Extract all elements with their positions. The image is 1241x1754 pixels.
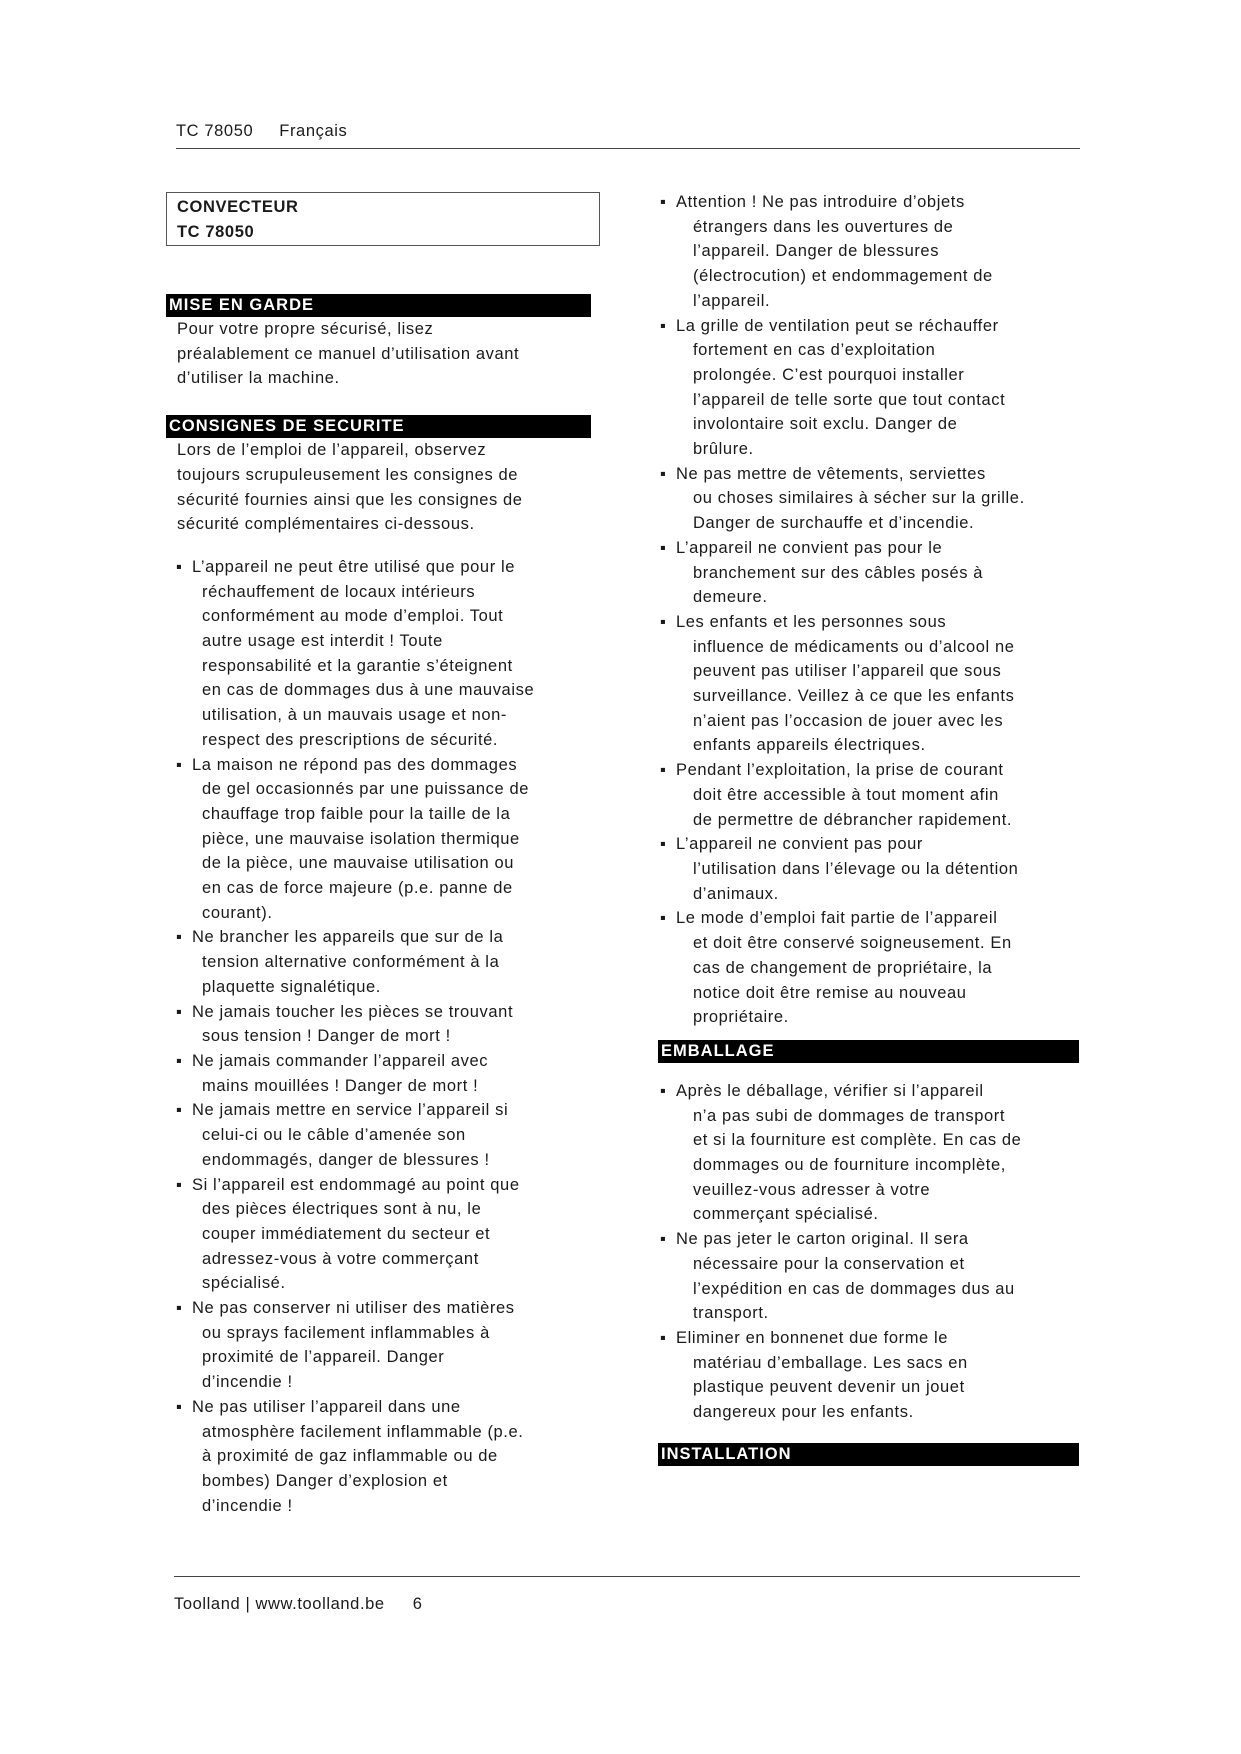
list-item [658, 758, 1082, 832]
list-item-line: à proximité de gaz inflammable ou de [202, 1447, 498, 1466]
list-item-line: pièce, une mauvaise isolation thermique [202, 829, 520, 848]
list-item-line: chauffage trop faible pour la taille de la [202, 804, 511, 823]
list-item-line: Si l’appareil est endommagé au point que [192, 1175, 520, 1194]
list-item-line: en cas de dommages dus à une mauvaise [202, 681, 535, 700]
section-heading-installation: INSTALLATION [658, 1443, 1079, 1466]
list-item-line: adressez-vous à votre commerçant [202, 1249, 479, 1268]
list-item-line: Ne pas jeter le carton original. Il sera [676, 1230, 969, 1249]
bullet-icon: ▪ [660, 193, 667, 211]
list-item-line: Attention ! Ne pas introduire d’objets [676, 193, 965, 211]
list-item [166, 1049, 606, 1098]
list-item-line: ou choses similaires à sécher sur la grille. [693, 489, 1025, 508]
list-item-line: prolongée. C’est pourquoi installer [693, 365, 965, 384]
model-number: TC 78050 [176, 122, 254, 140]
product-title-box [166, 192, 600, 246]
list-item-line: brûlure. [693, 440, 754, 459]
list-item-line: l’expédition en cas de dommages dus au [693, 1279, 1015, 1298]
list-item-line: plastique peuvent devenir un jouet [693, 1378, 965, 1397]
list-item-line: étrangers dans les ouvertures de [693, 217, 954, 236]
list-item-line: réchauffement de locaux intérieurs [202, 582, 476, 601]
list-item-line: de la pièce, une mauvaise utilisation ou [202, 854, 515, 873]
text-line: sécurité fournies ainsi que les consignes de [177, 490, 523, 509]
list-item-line: nécessaire pour la conservation et [693, 1254, 965, 1273]
list-item-line: n’aient pas l’occasion de jouer avec les [693, 711, 1004, 730]
list-item-line: celui-ci ou le câble d’amenée son [202, 1126, 466, 1145]
list-item-line: courant). [202, 903, 273, 922]
list-item-line: matériau d’emballage. Les sacs en [693, 1353, 968, 1372]
list-item-line: (électrocution) et endommagement de [693, 267, 993, 286]
list-item-line: utilisation, à un mauvais usage et non- [202, 706, 507, 725]
emballage-list [658, 1079, 1082, 1425]
list-item-line: l’appareil. [693, 291, 771, 310]
list-item-line: l’utilisation dans l’élevage ou la détention [693, 859, 1019, 878]
list-item-line: branchement sur des câbles posés à [693, 563, 984, 582]
bullet-icon: ▪ [660, 538, 667, 557]
list-item-line: L’appareil ne convient pas pour le [676, 538, 943, 557]
list-item [166, 1395, 606, 1519]
list-item [658, 190, 1082, 314]
safety-list-left [166, 555, 606, 1518]
list-item [166, 753, 606, 926]
list-item-line: Ne pas conserver ni utiliser des matières [192, 1299, 515, 1318]
list-item-line: et si la fourniture est complète. En cas de [693, 1131, 1022, 1150]
list-item-line: ou sprays facilement inflammables à [202, 1323, 490, 1342]
bullet-icon: ▪ [176, 557, 183, 576]
list-item [658, 610, 1082, 758]
list-item-line: l’appareil de telle sorte que tout contact [693, 390, 1006, 409]
list-item [658, 1079, 1082, 1227]
list-item-line: cas de changement de propriétaire, la [693, 958, 993, 977]
list-item-line: de permettre de débrancher rapidement. [693, 810, 1013, 829]
text-line: toujours scrupuleusement les consignes de [177, 465, 519, 484]
text-line: sécurité complémentaires ci-dessous. [177, 515, 475, 534]
list-item-line: Pendant l’exploitation, la prise de courant [676, 761, 1004, 780]
list-item [658, 906, 1082, 1030]
bullet-icon: ▪ [176, 1397, 183, 1416]
list-item-line: Ne jamais mettre en service l’appareil si [192, 1101, 509, 1120]
language-label: Français [279, 122, 348, 140]
page-header [176, 122, 1080, 149]
list-item [658, 462, 1082, 536]
list-item-line: de gel occasionnés par une puissance de [202, 780, 530, 799]
list-item-line: doit être accessible à tout moment afin [693, 785, 999, 804]
bullet-icon: ▪ [660, 1328, 667, 1347]
list-item-line: respect des prescriptions de sécurité. [202, 730, 499, 749]
list-item-line: veuillez-vous adresser à votre [693, 1180, 931, 1199]
list-item-line: bombes) Danger d’explosion et [202, 1471, 448, 1490]
list-item-line: sous tension ! Danger de mort ! [202, 1027, 451, 1046]
list-item-line: Danger de surchauffe et d’incendie. [693, 514, 975, 533]
bullet-icon: ▪ [660, 835, 667, 854]
list-item-line: influence de médicaments ou d’alcool ne [693, 637, 1015, 656]
consignes-text [166, 438, 606, 537]
safety-list-right [658, 190, 1082, 1030]
bullet-icon: ▪ [660, 1230, 667, 1249]
text-line: d’utiliser la machine. [177, 369, 340, 388]
section-heading-emballage: EMBALLAGE [658, 1040, 1079, 1063]
list-item-line: autre usage est interdit ! Toute [202, 632, 443, 651]
bullet-icon: ▪ [660, 316, 667, 335]
list-item-line: dangereux pour les enfants. [693, 1403, 914, 1422]
section-heading-consignes: CONSIGNES DE SECURITE [166, 415, 591, 438]
list-item-line: commerçant spécialisé. [693, 1205, 879, 1224]
list-item-line: n’a pas subi de dommages de transport [693, 1106, 1006, 1125]
list-item-line: La grille de ventilation peut se réchauffer [676, 316, 999, 335]
list-item [166, 555, 606, 753]
list-item-line: Ne jamais commander l’appareil avec [192, 1051, 489, 1070]
list-item [166, 1098, 606, 1172]
list-item [658, 832, 1082, 906]
list-item-line: peuvent pas utiliser l’appareil que sous [693, 662, 1002, 681]
list-item [658, 536, 1082, 610]
list-item-line: des pièces électriques sont à nu, le [202, 1200, 482, 1219]
bullet-icon: ▪ [176, 755, 183, 774]
list-item-line: atmosphère facilement inflammable (p.e. [202, 1422, 524, 1441]
list-item-line: involontaire soit exclu. Danger de [693, 415, 958, 434]
page-footer [174, 1576, 1080, 1614]
list-item-line: endommagés, danger de blessures ! [202, 1150, 490, 1169]
list-item [658, 1227, 1082, 1326]
section-heading-mise-en-garde: MISE EN GARDE [166, 294, 591, 317]
list-item-line: et doit être conservé soigneusement. En [693, 934, 1012, 953]
list-item-line: Ne brancher les appareils que sur de la [192, 928, 504, 947]
bullet-icon: ▪ [176, 928, 183, 947]
list-item-line: spécialisé. [202, 1274, 286, 1293]
list-item-line: l’appareil. Danger de blessures [693, 242, 940, 261]
list-item-line: La maison ne répond pas des dommages [192, 755, 518, 774]
text-line: Lors de l’emploi de l’appareil, observez [177, 441, 487, 460]
list-item-line: enfants appareils électriques. [693, 736, 926, 755]
list-item-line: Les enfants et les personnes sous [676, 612, 947, 631]
list-item-line: tension alternative conformément à la [202, 953, 500, 972]
footer-brand: Toolland | www.toolland.be [174, 1595, 385, 1613]
list-item-line: L’appareil ne peut être utilisé que pour le [192, 557, 516, 576]
bullet-icon: ▪ [660, 464, 667, 483]
list-item-line: couper immédiatement du secteur et [202, 1224, 491, 1243]
list-item [166, 925, 606, 999]
list-item-line: notice doit être remise au nouveau [693, 983, 967, 1002]
list-item-line: Eliminer en bonnenet due forme le [676, 1328, 949, 1347]
list-item-line: demeure. [693, 588, 768, 607]
bullet-icon: ▪ [660, 1081, 667, 1100]
list-item-line: responsabilité et la garantie s’éteignent [202, 656, 513, 675]
list-item-line: transport. [693, 1304, 769, 1323]
mise-en-garde-text [166, 317, 606, 391]
list-item-line: Ne pas utiliser l’appareil dans une [192, 1397, 461, 1416]
page-number: 6 [412, 1595, 423, 1613]
list-item [166, 1296, 606, 1395]
bullet-icon: ▪ [660, 909, 667, 928]
list-item-line: d’animaux. [693, 884, 779, 903]
bullet-icon: ▪ [176, 1299, 183, 1318]
left-column [166, 192, 606, 1518]
list-item-line: fortement en cas d’exploitation [693, 341, 936, 360]
list-item-line: Le mode d’emploi fait partie de l’appareil [676, 909, 998, 928]
bullet-icon: ▪ [176, 1051, 183, 1070]
product-title-line1: CONVECTEUR [177, 198, 299, 216]
list-item [166, 1000, 606, 1049]
list-item-line: surveillance. Veillez à ce que les enfants [693, 687, 1015, 706]
list-item [658, 1326, 1082, 1425]
list-item [166, 1173, 606, 1297]
list-item-line: Ne pas mettre de vêtements, serviettes [676, 464, 986, 483]
list-item-line: propriétaire. [693, 1008, 789, 1027]
list-item-line: Ne jamais toucher les pièces se trouvant [192, 1002, 514, 1021]
list-item-line: Après le déballage, vérifier si l’appareil [676, 1081, 984, 1100]
list-item-line: L’appareil ne convient pas pour [676, 835, 924, 854]
list-item-line: d’incendie ! [202, 1496, 293, 1515]
list-item-line: conformément au mode d’emploi. Tout [202, 607, 504, 626]
list-item-line: proximité de l’appareil. Danger [202, 1348, 445, 1367]
right-column [658, 190, 1082, 1466]
text-line: Pour votre propre sécurisé, lisez [177, 320, 434, 338]
list-item-line: mains mouillées ! Danger de mort ! [202, 1076, 479, 1095]
product-title-line2: TC 78050 [177, 223, 255, 241]
bullet-icon: ▪ [660, 612, 667, 631]
list-item-line: plaquette signalétique. [202, 977, 381, 996]
text-line: préalablement ce manuel d’utilisation avant [177, 344, 520, 363]
bullet-icon: ▪ [176, 1101, 183, 1120]
list-item-line: dommages ou de fourniture incomplète, [693, 1156, 1006, 1175]
bullet-icon: ▪ [176, 1002, 183, 1021]
list-item [658, 314, 1082, 462]
list-item-line: d’incendie ! [202, 1373, 293, 1392]
list-item-line: en cas de force majeure (p.e. panne de [202, 879, 513, 898]
bullet-icon: ▪ [660, 761, 667, 780]
bullet-icon: ▪ [176, 1175, 183, 1194]
